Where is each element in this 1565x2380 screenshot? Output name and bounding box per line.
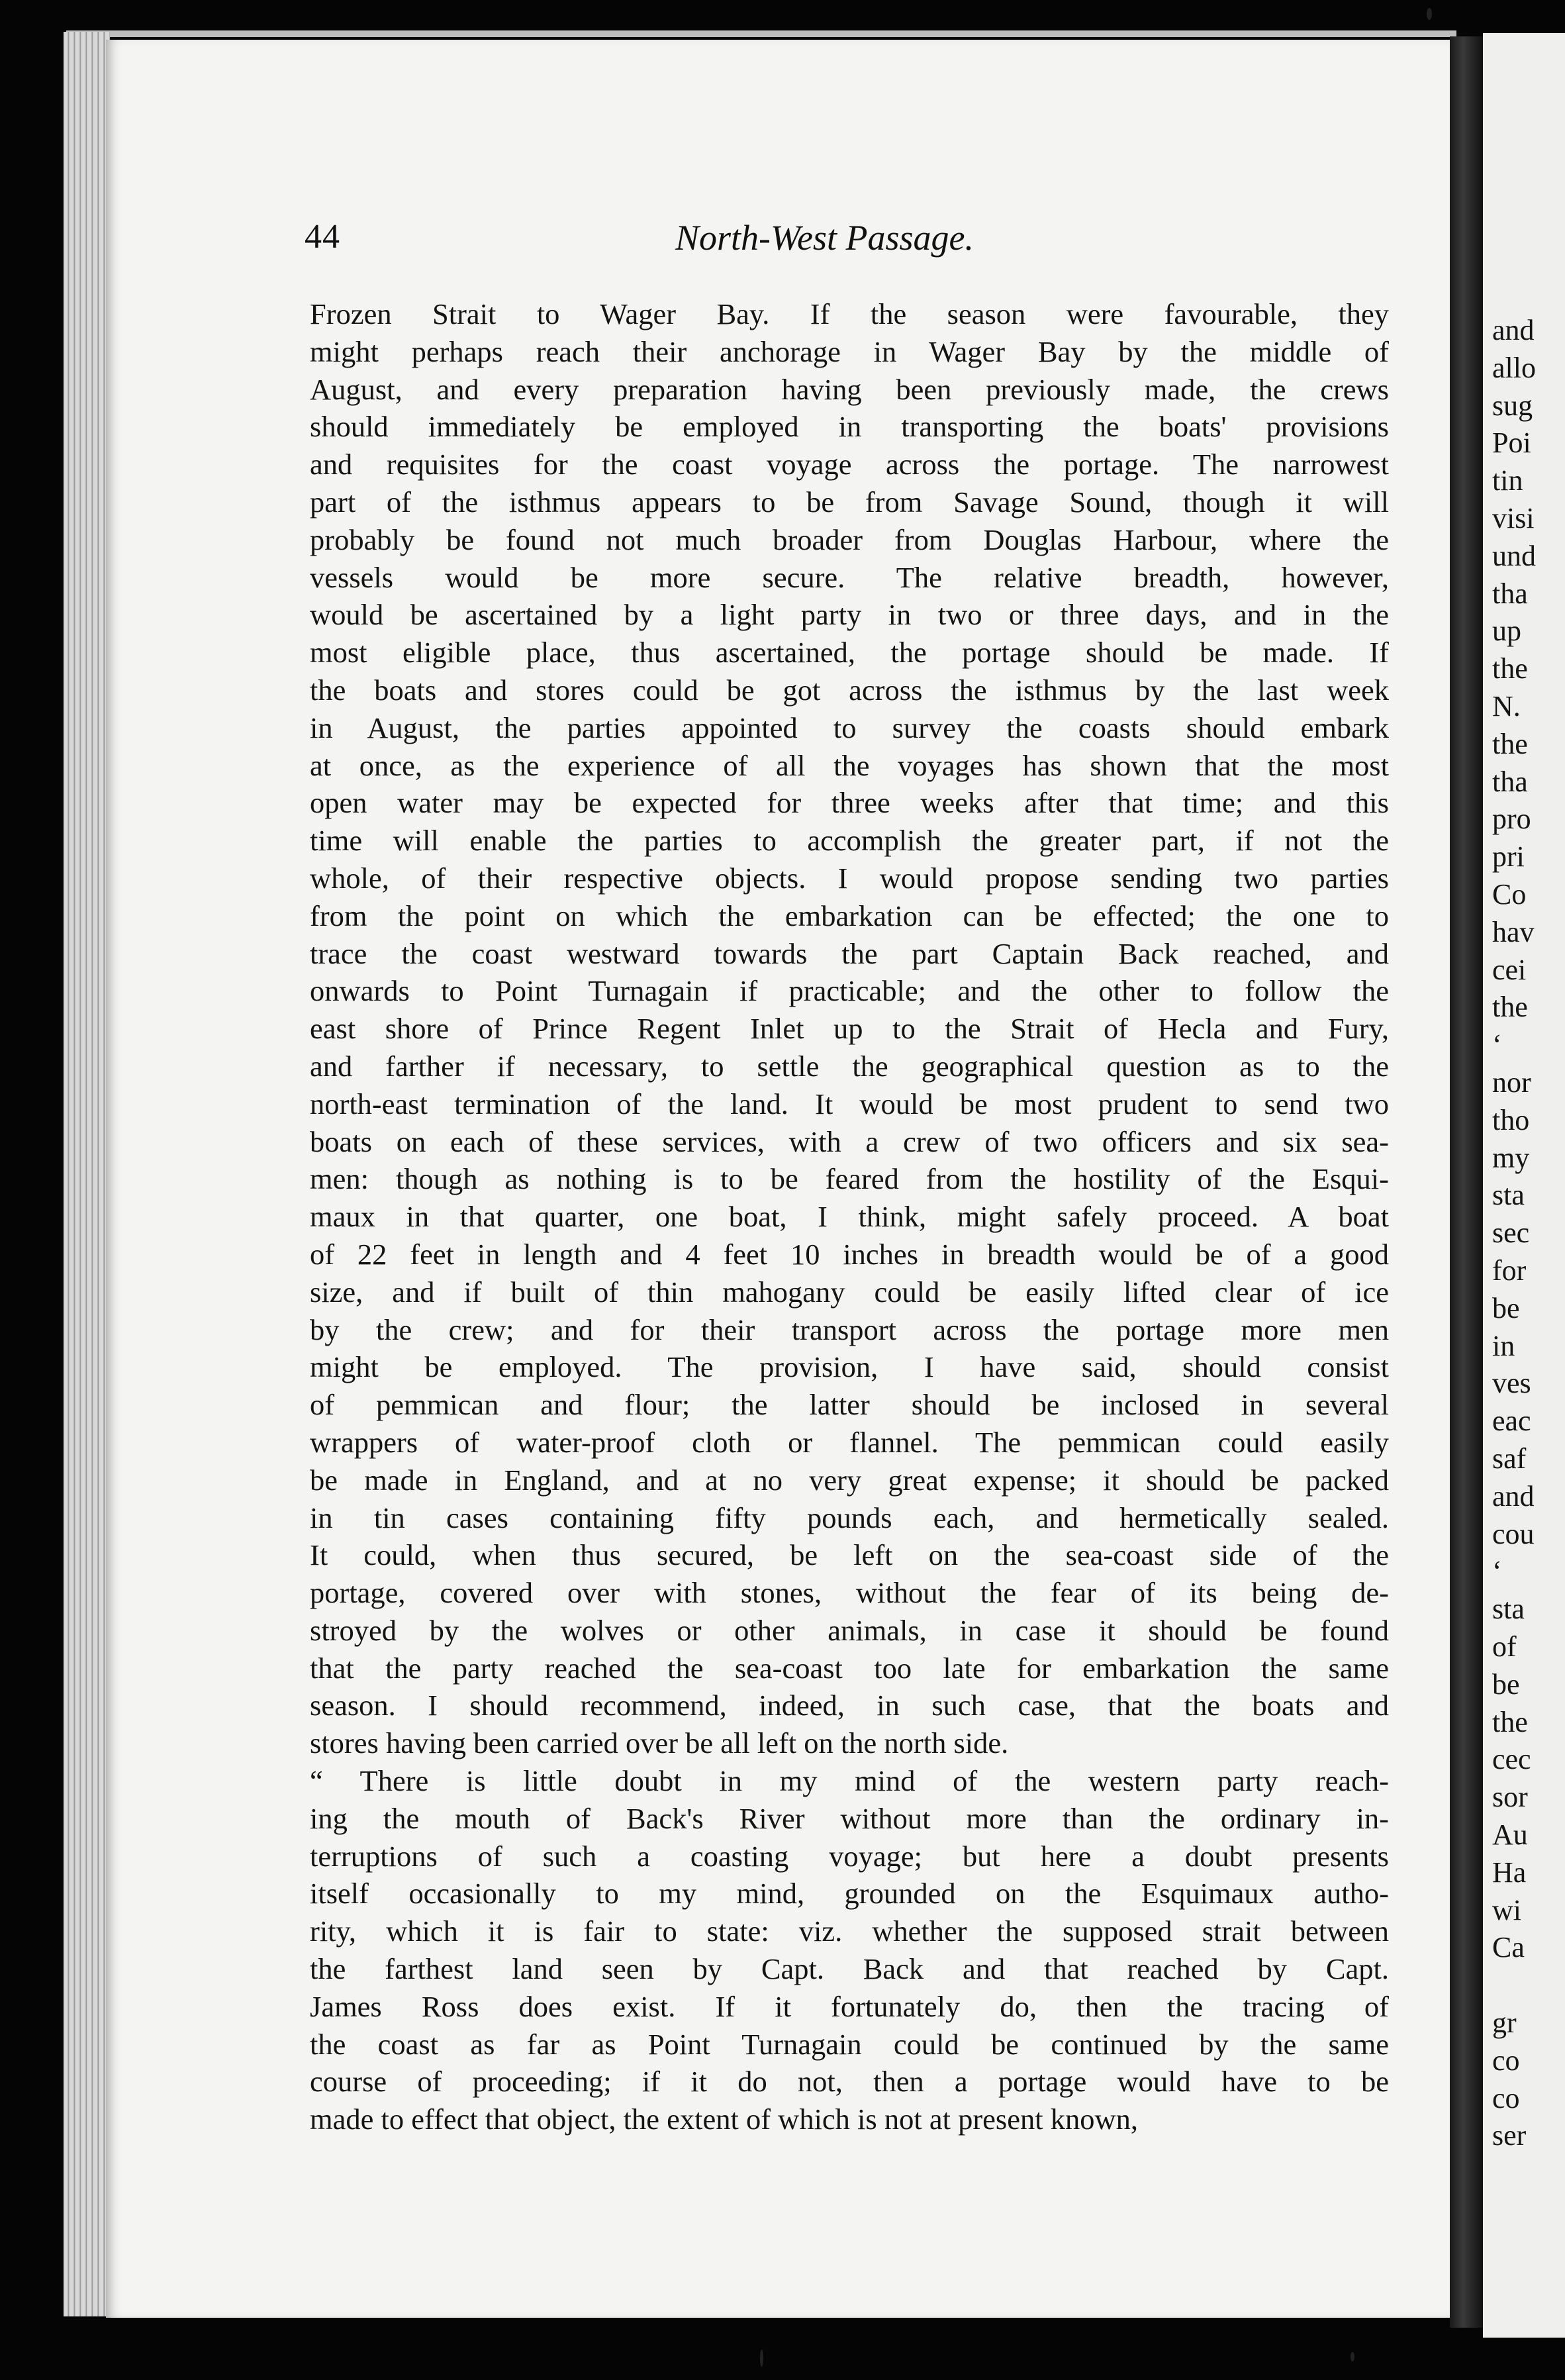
text-line: the boats and stores could be got across the isthmus by the last week [310,673,1389,707]
text-line: probably be found not much broader from Douglas Harbour, where the [310,522,1389,556]
text-line: rity, which it is fair to state: viz. whether the supposed strait between [310,1914,1389,1948]
text-line: of pemmican and flour; the latter should be inclosed in several [310,1388,1389,1422]
facing-page-fragment: ser [1492,2119,1527,2152]
book-gutter [1450,36,1483,2328]
facing-page-fragment: sor [1492,1781,1528,1814]
facing-page-fragment: tha [1492,577,1528,610]
facing-page-fragment: Au [1492,1818,1528,1851]
running-head [305,217,1390,264]
facing-page-fragment: cec [1492,1743,1531,1776]
text-line: and requisites for the coast voyage across the portage. The narrowest [310,448,1389,481]
text-line: trace the coast westward towards the part Captain Back reached, and [310,936,1389,970]
text-line: vessels would be more secure. The relative breadth, however, [310,560,1389,594]
text-line: wrappers of water-proof cloth or flannel. The pemmican could easily [310,1425,1389,1459]
facing-page-fragment: nor [1492,1066,1531,1099]
facing-page-fragment: Ha [1492,1856,1527,1889]
facing-page-fragment: co [1492,2044,1520,2077]
facing-page-fragment: be [1492,1291,1520,1324]
facing-page-fragment: and [1492,314,1535,346]
text-line: in tin cases containing fifty pounds each, and hermetically sealed. [310,1501,1389,1534]
facing-page-fragment: pri [1492,840,1525,873]
facing-page-fragment: pro [1492,803,1531,836]
page-edges-top [66,30,1456,37]
text-line: Frozen Strait to Wager Bay. If the season were favourable, they [310,297,1389,330]
text-line: It could, when thus secured, be left on the sea-coast side of the [310,1538,1389,1572]
facing-page-fragment: and [1492,1479,1535,1512]
text-line: might perhaps reach their anchorage in Wager Bay by the middle of [310,334,1389,368]
text-line: most eligible place, thus ascertained, the portage should be made. If [310,636,1389,669]
facing-page-fragment: gr [1492,2007,1517,2039]
text-line: men: though as nothing is to be feared from the hostility of the Esqui- [310,1162,1389,1196]
text-line: would be ascertained by a light party in two or three days, and in the [310,598,1389,632]
facing-page-fragment: for [1492,1254,1527,1287]
facing-page-fragment: sec [1492,1216,1530,1250]
text-line: part of the isthmus appears to be from Savage Sound, though it will [310,485,1389,519]
facing-page-fragment: tha [1492,765,1528,798]
facing-page-fragment: eac [1492,1405,1531,1438]
facing-page-fragment: in [1492,1329,1515,1362]
facing-page-fragment: the [1492,1705,1528,1738]
scan-speck [760,2350,763,2367]
facing-page-fragment: be [1492,1667,1520,1701]
text-line: stores having been carried over be all left on the north side. [310,1726,1009,1760]
text-line: stroyed by the wolves or other animals, in case it should be found [310,1613,1389,1647]
text-line: whole, of their respective objects. I would propose sending two parties [310,861,1389,895]
facing-page-fragment: ‘ [1492,1028,1502,1062]
facing-page-fragment: the [1492,727,1528,760]
facing-page-fragment: co [1492,2081,1520,2114]
page-number: 44 [305,218,340,256]
facing-page-fragment: hav [1492,915,1535,948]
facing-page-fragment: allo [1492,351,1536,384]
text-line: terruptions of such a coasting voyage; but here a doubt presents [310,1839,1389,1873]
facing-page-fragment: the [1492,991,1528,1024]
text-line: portage, covered over with stones, without the fear of its being de- [310,1576,1389,1610]
text-line: of 22 feet in length and 4 feet 10 inches in breadth would be of a good [310,1237,1389,1271]
facing-page-fragment: sta [1492,1179,1525,1212]
text-line: and farther if necessary, to settle the geographical question as to the [310,1049,1389,1083]
running-title: North-West Passage. [675,218,974,258]
text-line: be made in England, and at no very great expense; it should be packed [310,1463,1389,1497]
facing-page-fragment: N. [1492,690,1521,722]
text-line: in August, the parties appointed to survey the coasts should embark [310,711,1389,744]
text-line: onwards to Point Turnagain if practicable; and the other to follow the [310,974,1389,1008]
text-line: size, and if built of thin mahogany could be easily lifted clear of ice [310,1275,1389,1309]
text-line: north-east termination of the land. It would be most prudent to send two [310,1087,1389,1120]
facing-page-fragment: und [1492,539,1536,572]
text-line: ing the mouth of Back's River without more than the ordinary in- [310,1801,1389,1835]
facing-page-fragment: sug [1492,389,1533,422]
facing-page-fragment: tho [1492,1103,1530,1136]
text-line: itself occasionally to my mind, grounded on the Esquimaux autho- [310,1877,1389,1910]
text-line: August, and every preparation having been previously made, the crews [310,372,1389,406]
facing-page-fragment: of [1492,1630,1517,1663]
text-line: that the party reached the sea-coast too late for embarkation the same [310,1651,1389,1685]
text-line: course of proceeding; if it do not, then a portage would have to be [310,2065,1389,2099]
text-line: open water may be expected for three weeks after that time; and this [310,786,1389,820]
facing-page-fragment: Poi [1492,426,1531,460]
text-line: maux in that quarter, one boat, I think, might safely proceed. A boat [310,1200,1389,1234]
text-line: boats on each of these services, with a crew of two officers and six sea- [310,1124,1389,1158]
scan-speck [1351,2352,1354,2361]
facing-page-fragment: sta [1492,1593,1525,1626]
text-line: made to effect that object, the extent of which is not at present known, [310,2103,1138,2136]
facing-page-fragment: wi [1492,1893,1521,1926]
facing-page-fragment: up [1492,615,1521,648]
text-line: by the crew; and for their transport across the portage more men [310,1313,1389,1346]
facing-page-fragment: the [1492,652,1528,685]
text-line: season. I should recommend, indeed, in such case, that the boats and [310,1689,1389,1722]
page-edges-left [64,32,110,2316]
facing-page-fragment: Co [1492,878,1527,911]
facing-page-fragment: ‘ [1492,1555,1502,1588]
text-line: “ There is little doubt in my mind of the western party reach- [310,1764,1389,1798]
text-line: at once, as the experience of all the voyages has shown that the most [310,748,1389,782]
facing-page-fragment: my [1492,1141,1530,1174]
text-line: from the point on which the embarkation can be effected; the one to [310,899,1389,932]
text-line: east shore of Prince Regent Inlet up to the Strait of Hecla and Fury, [310,1012,1389,1046]
facing-page [1483,33,1565,2338]
facing-page-fragment: saf [1492,1442,1527,1475]
text-line: might be employed. The provision, I have said, should consist [310,1350,1389,1384]
facing-page-fragment: tin [1492,464,1523,497]
text-line: time will enable the parties to accomplish the greater part, if not the [310,824,1389,858]
scan-speck [1427,8,1432,20]
text-line: the farthest land seen by Capt. Back and that reached by Capt. [310,1952,1389,1986]
text-line: the coast as far as Point Turnagain could be continued by the same [310,2027,1389,2061]
body-text [310,295,1389,2138]
facing-page-fragment: cou [1492,1517,1535,1550]
text-line: should immediately be employed in transporting the boats' provisions [310,410,1389,444]
text-line: James Ross does exist. If it fortunately do, then the tracing of [310,1989,1389,2023]
facing-page-fragment: visi [1492,502,1535,534]
facing-page-fragment: ves [1492,1367,1531,1400]
facing-page-fragment: cei [1492,953,1527,986]
facing-page-fragment: Ca [1492,1931,1525,1964]
